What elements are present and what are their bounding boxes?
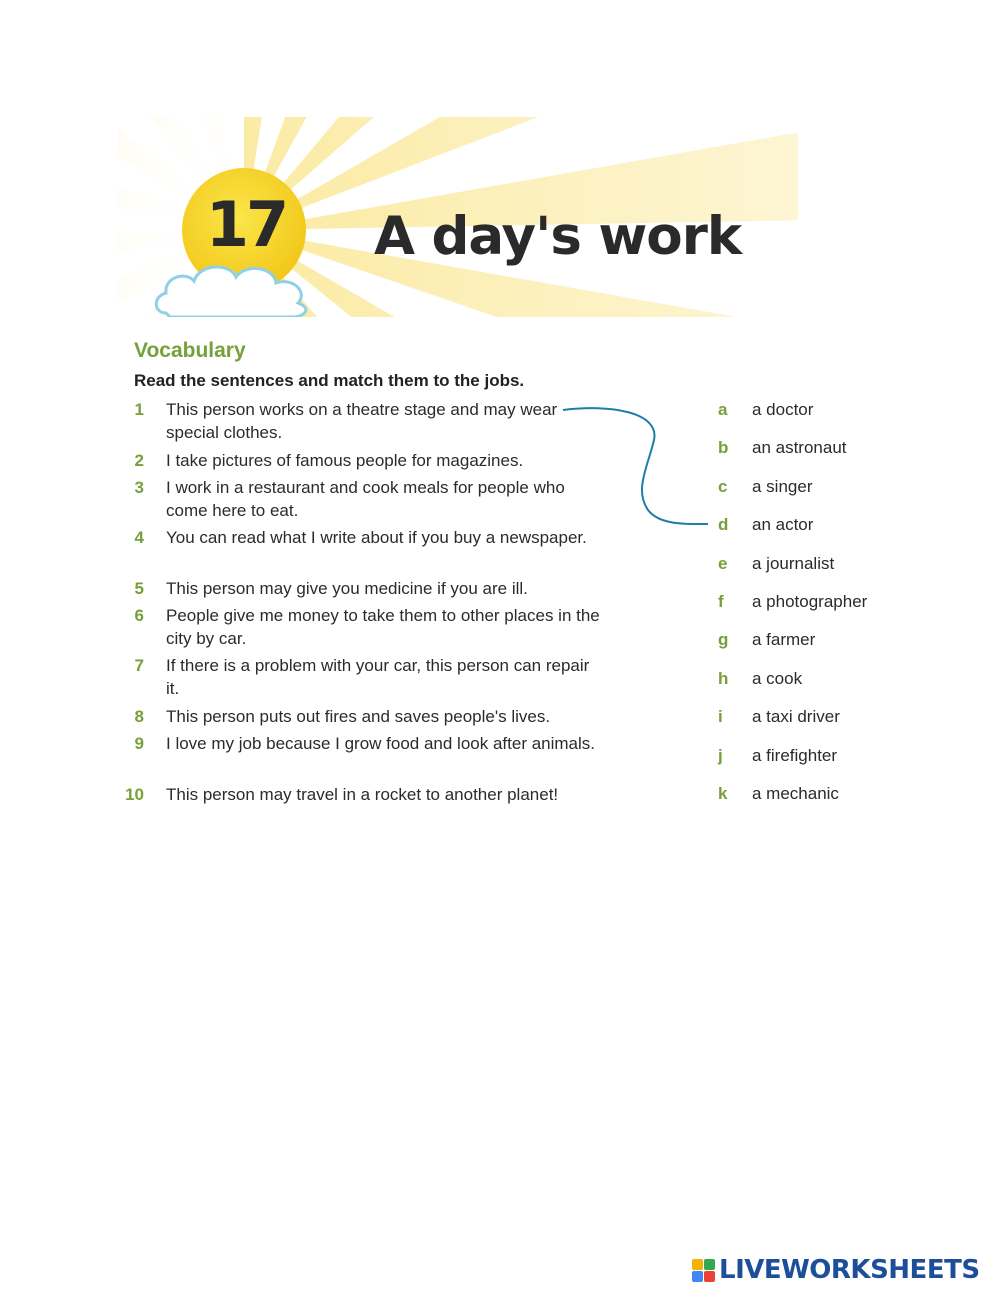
liveworksheets-logo (692, 1254, 980, 1286)
sentence-number: 5 (134, 579, 144, 598)
sentence-text: You can read what I write about if you buy a newspaper. (166, 528, 587, 547)
job-letter: h (718, 669, 729, 688)
job-option[interactable] (718, 475, 812, 498)
sentence-number: 9 (134, 734, 144, 753)
job-letter: f (718, 592, 724, 611)
job-option[interactable] (718, 398, 813, 421)
job-option[interactable] (718, 590, 867, 613)
job-text: a farmer (752, 630, 816, 649)
instructions-text: Read the sentences and match them to the jobs. (134, 371, 525, 390)
sentence-text: This person may give you medicine if you are ill. (166, 579, 528, 598)
page-title: A day's work (374, 206, 742, 267)
sentence-text: I love my job because I grow food and look after animals. (166, 734, 596, 753)
sentence-number: 6 (134, 606, 144, 625)
job-letter: a (718, 400, 728, 419)
sentence-number: 4 (134, 528, 144, 547)
sentence-number: 7 (134, 656, 144, 675)
logo-text: LIVEWORKSHEETS (719, 1255, 980, 1285)
job-text: a mechanic (752, 784, 839, 803)
sentence-number: 3 (134, 478, 144, 497)
job-letter: i (718, 707, 723, 726)
job-letter: j (718, 746, 723, 765)
job-text: a journalist (752, 554, 835, 573)
job-text: an astronaut (752, 438, 847, 457)
job-letter: d (718, 515, 729, 534)
job-option[interactable] (718, 782, 839, 805)
job-option[interactable] (718, 552, 834, 575)
unit-number: 17 (205, 188, 287, 261)
job-option[interactable] (718, 744, 837, 767)
job-letter: b (718, 438, 729, 457)
sentence-number: 1 (134, 400, 144, 419)
job-option[interactable] (718, 436, 847, 459)
job-letter: g (718, 630, 729, 649)
sentence-text: I work in a restaurant and cook meals for people who come here to eat. (166, 478, 565, 520)
sentence-number: 10 (125, 785, 144, 804)
job-text: a taxi driver (752, 707, 840, 726)
sentence-number: 8 (134, 707, 144, 726)
sentence-number: 2 (134, 451, 144, 470)
job-text: an actor (752, 515, 814, 534)
job-option[interactable] (718, 705, 840, 728)
job-text: a cook (752, 669, 803, 688)
job-text: a firefighter (752, 746, 838, 765)
job-letter: c (718, 477, 728, 496)
logo-mark-icon (692, 1259, 715, 1282)
job-text: a doctor (752, 400, 814, 419)
sentence-text: This person puts out fires and saves people's lives. (166, 707, 551, 726)
job-letter: k (718, 784, 728, 803)
job-option[interactable] (718, 667, 802, 690)
job-option[interactable] (718, 628, 815, 651)
section-heading: Vocabulary (134, 339, 246, 362)
job-text: a singer (752, 477, 813, 496)
job-option[interactable] (718, 513, 813, 536)
sentence-text: People give me money to take them to other places in the city by car. (166, 606, 600, 648)
job-letter: e (718, 554, 728, 573)
job-text: a photographer (752, 592, 868, 611)
sentence-text: I take pictures of famous people for magazines. (166, 451, 524, 470)
sentence-text: If there is a problem with your car, this person can repair it. (166, 656, 590, 698)
sentence-text: This person may travel in a rocket to another planet! (166, 785, 559, 804)
sentence-text: This person works on a theatre stage and may wear special clothes. (166, 400, 558, 442)
